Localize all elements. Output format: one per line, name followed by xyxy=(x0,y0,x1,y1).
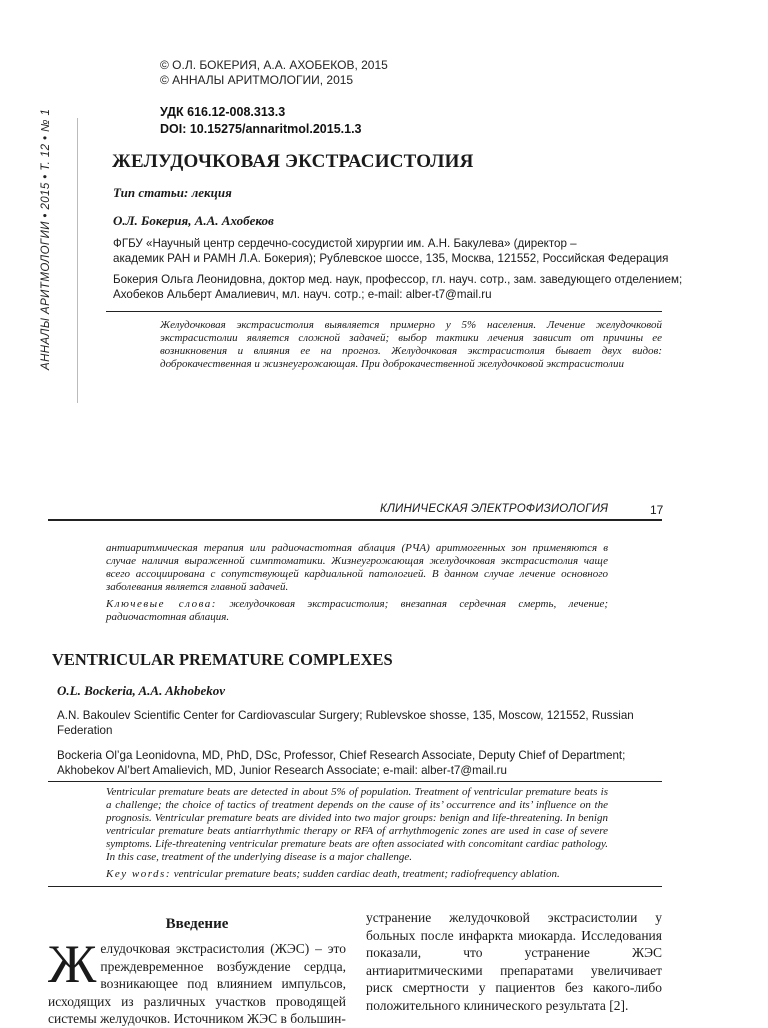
abstract-en-bottom-rule xyxy=(48,886,662,887)
drop-cap: Ж xyxy=(48,934,97,994)
affiliation-ru xyxy=(113,236,713,266)
running-header-section: КЛИНИЧЕСКАЯ ЭЛЕКТРОФИЗИОЛОГИЯ xyxy=(380,503,609,515)
author-bio-ru-line-1: Бокерия Ольга Леонидовна, доктор мед. наук, профессор, гл. науч. сотр., зам. заведующего отделением; xyxy=(113,273,683,286)
keywords-en-label: Key words: xyxy=(106,868,172,880)
abstract-ru-top-rule xyxy=(106,311,662,312)
title-ru: ЖЕЛУДОЧКОВАЯ ЭКСТРАСИСТОЛИЯ xyxy=(112,151,474,172)
author-bio-en-line-1: Bockeria Ol’ga Leonidovna, MD, PhD, DSc, Professor, Chief Research Associate, Deputy Chief of Department; xyxy=(57,749,626,762)
abstract-en-top-rule xyxy=(48,781,662,782)
identifier-block xyxy=(160,104,362,138)
page-number: 17 xyxy=(650,503,664,517)
keywords-ru-label: Ключевые слова: xyxy=(106,598,217,610)
doi[interactable]: DOI: 10.15275/annaritmol.2015.1.3 xyxy=(160,122,362,136)
authors-ru: О.Л. Бокерия, А.А. Ахобеков xyxy=(113,213,274,228)
author-bio-en xyxy=(57,748,667,778)
title-en: VENTRICULAR PREMATURE COMPLEXES xyxy=(52,650,393,669)
section-heading-introduction: Введение xyxy=(165,916,229,932)
side-divider xyxy=(77,118,78,403)
abstract-ru-part-1: Желудочковая экстрасистолия выявляется примерно у 5% населения. Лечение желудочковой экстрасистолии является сложной задачей; выбор тактики лечения зависит от причины ее возникновения и влияния ее на прогноз. Желудочковая экстрасистолия бывает двух видов: доброкачественная и жизнеугрожающая. При доброкачественной желудочковой экстрасистолии xyxy=(160,319,662,370)
author-bio-en-line-2: Akhobekov Al’bert Amalievich, MD, Junior Research Associate; e-mail: alber-t7@mail.ru xyxy=(57,764,507,777)
udk-code: УДК 616.12-008.313.3 xyxy=(160,105,286,119)
article-type-ru: Тип статьи: лекция xyxy=(113,185,232,200)
abstract-en: Ventricular premature beats are detected in about 5% of population. Treatment of ventricular premature beats is a challenge; the choice of tactics of treatment depends on the cause of its’ occurrence and its’ influence on the prognosis. Ventricular premature beats are divided into two major groups: benign and life-threatening. In benign ventricular premature beats antiarrhythmic therapy or RFA of arrhythmogenic zones are used in case of severe symptoms. Life-threatening ventricular premature beats are often associated with concomitant cardiac pathology. In this case, treatment of the underlying disease is a major challenge. xyxy=(106,786,608,863)
running-header-rule xyxy=(48,519,662,521)
keywords-en-text: ventricular premature beats; sudden cardiac death, treatment; radiofrequency ablation. xyxy=(173,868,560,880)
body-column-left-text: елудочковая экстрасистолия (ЖЭС) – это преждевременное возбуждение сердца, возникающее под влиянием импульсов, исходящих из различных участков проводящей системы желудочков. Источником ЖЭС в большин- xyxy=(48,941,346,1026)
authors-en: O.L. Bockeria, A.A. Akhobekov xyxy=(57,683,226,698)
author-bio-ru xyxy=(113,272,713,302)
author-bio-ru-line-2: Ахобеков Альберт Амалиевич, мл. науч. сотр.; e-mail: alber-t7@mail.ru xyxy=(113,288,492,301)
copyright-journal: © АННАЛЫ АРИТМОЛОГИИ, 2015 xyxy=(160,73,354,87)
abstract-ru-part-2: антиаритмическая терапия или радиочастотная аблация (РЧА) аритмогенных зон применяются в случае наличия выраженной симптоматики. Жизнеугрожающая желудочковая экстрасистолия чаще всего ассоциирована с сопутствующей кардиальной патологией. В данном случае лечение основного заболевания является главной задачей. xyxy=(106,542,608,593)
affiliation-ru-line-2: академик РАН и РАМН Л.А. Бокерия); Рублевское шоссе, 135, Москва, 121552, Российская Федерация xyxy=(113,252,669,265)
side-journal-label: АННАЛЫ АРИТМОЛОГИИ • 2015 • Т. 12 • № 1 xyxy=(40,108,52,370)
affiliation-en: A.N. Bakoulev Scientific Center for Cardiovascular Surgery; Rublevskoe shosse, 135, Moscow, 121552, Russian Federation xyxy=(57,709,634,737)
copyright-block xyxy=(160,58,388,88)
body-column-right: устранение желудочковой экстрасистолии у больных после инфаркта миокарда. Исследования показали, что устранение ЖЭС антиаритмическими препаратами увеличивает риск смертности у пациентов без какого-либо положительного клинического результата [2]. xyxy=(366,910,662,1013)
body-column-left xyxy=(48,934,346,1028)
keywords-en xyxy=(106,868,608,881)
keywords-ru-text: желудочковая экстрасистолия; внезапная сердечная смерть, лечение; радиочастотная аблация. xyxy=(106,598,609,623)
copyright-authors: © О.Л. БОКЕРИЯ, А.А. АХОБЕКОВ, 2015 xyxy=(160,58,388,72)
keywords-ru xyxy=(106,598,608,624)
affiliation-ru-line-1: ФГБУ «Научный центр сердечно-сосудистой хирургии им. А.Н. Бакулева» (директор – xyxy=(113,237,577,250)
